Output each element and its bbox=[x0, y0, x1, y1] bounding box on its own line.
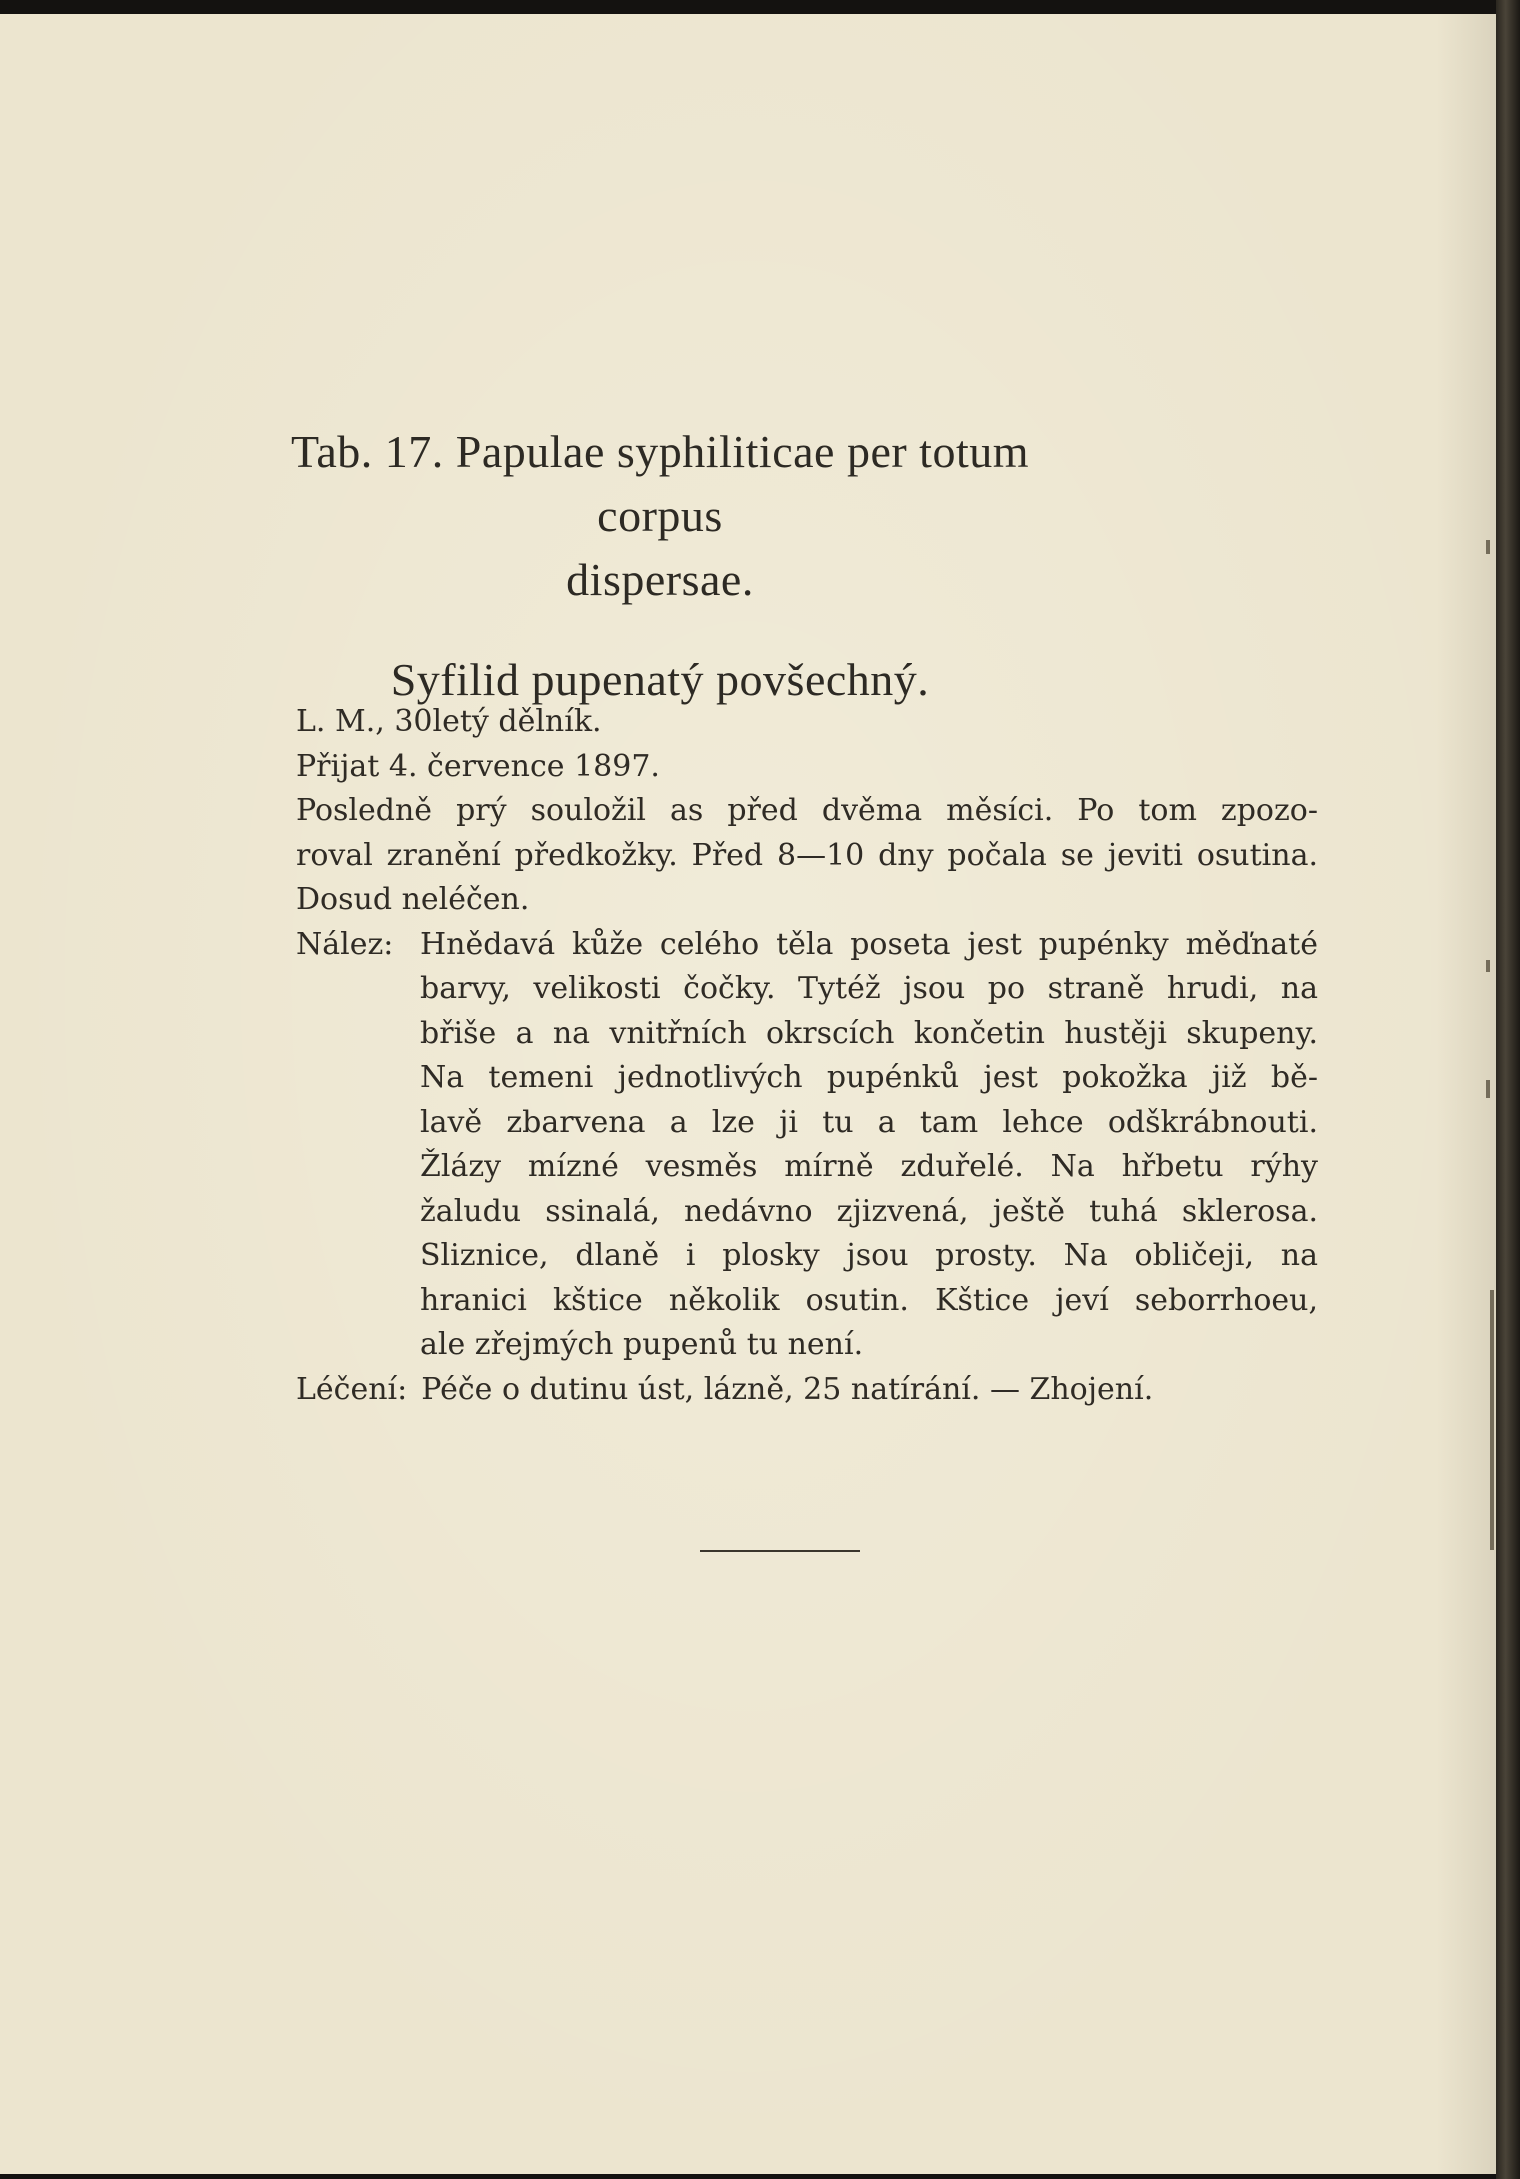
finding-line: žaludu ssinalá, nedávno zjizvená, ještě tuhá sklerosa. bbox=[420, 1193, 1318, 1229]
treatment-entry bbox=[296, 1368, 1318, 1413]
closing-rule bbox=[700, 1550, 860, 1552]
finding-label: Nález: bbox=[296, 926, 394, 962]
finding-line: barvy, velikosti čočky. Tytéž jsou po straně hrudi, na bbox=[420, 971, 1318, 1006]
page-edge-mark bbox=[1486, 960, 1490, 972]
admission-line: Přijat 4. července 1897. bbox=[296, 748, 660, 784]
finding-entry bbox=[296, 923, 1318, 1368]
plate-title-line-2: dispersae. bbox=[566, 554, 754, 605]
page-edge-mark bbox=[1490, 1290, 1494, 1550]
treatment-label: Léčení: bbox=[296, 1371, 408, 1407]
case-report bbox=[296, 700, 1318, 1412]
history-line: Posledně prý souložil as před dvěma měsíci. Po tom zpozo- bbox=[296, 793, 1318, 828]
finding-line: břiše a na vnitřních okrscích končetin hustěji skupeny. bbox=[420, 1015, 1318, 1051]
finding-line: lavě zbarvena a lze ji tu a tam lehce odškrábnouti. bbox=[420, 1104, 1318, 1140]
history-line: Dosud neléčen. bbox=[296, 882, 530, 917]
history-line: roval zranění předkožky. Před 8—10 dny počala se jeviti osutina. bbox=[296, 837, 1318, 873]
plate-subtitle: Syfilid pupenatý povšechný. bbox=[390, 654, 930, 705]
finding-text bbox=[420, 923, 1318, 1368]
plate-heading bbox=[250, 420, 1070, 712]
page-edge-mark bbox=[1486, 540, 1490, 554]
treatment-text: Péče o dutinu úst, lázně, 25 natírání. — Zhojení. bbox=[421, 1371, 1154, 1407]
page-edge-mark bbox=[1486, 1080, 1490, 1098]
finding-line: Na temeni jednotlivých pupénků jest pokožka již bě- bbox=[420, 1060, 1318, 1095]
finding-line: ale zřejmých pupenů tu není. bbox=[420, 1327, 864, 1362]
book-spine-edge bbox=[1496, 0, 1520, 2179]
finding-line: Hnědavá kůže celého těla poseta jest pupénky měďnaté bbox=[420, 926, 1318, 962]
patient-line: L. M., 30letý dělník. bbox=[296, 704, 602, 739]
finding-line: Žlázy mízné vesměs mírně zduřelé. Na hřbetu rýhy bbox=[420, 1149, 1318, 1184]
finding-line: Sliznice, dlaně i plosky jsou prosty. Na obličeji, na bbox=[420, 1238, 1318, 1273]
plate-title-line-1: Tab. 17. Papulae syphiliticae per totum corpus bbox=[290, 426, 1030, 541]
finding-line: hranici kštice několik osutin. Kštice jeví seborrhoeu, bbox=[420, 1282, 1318, 1318]
